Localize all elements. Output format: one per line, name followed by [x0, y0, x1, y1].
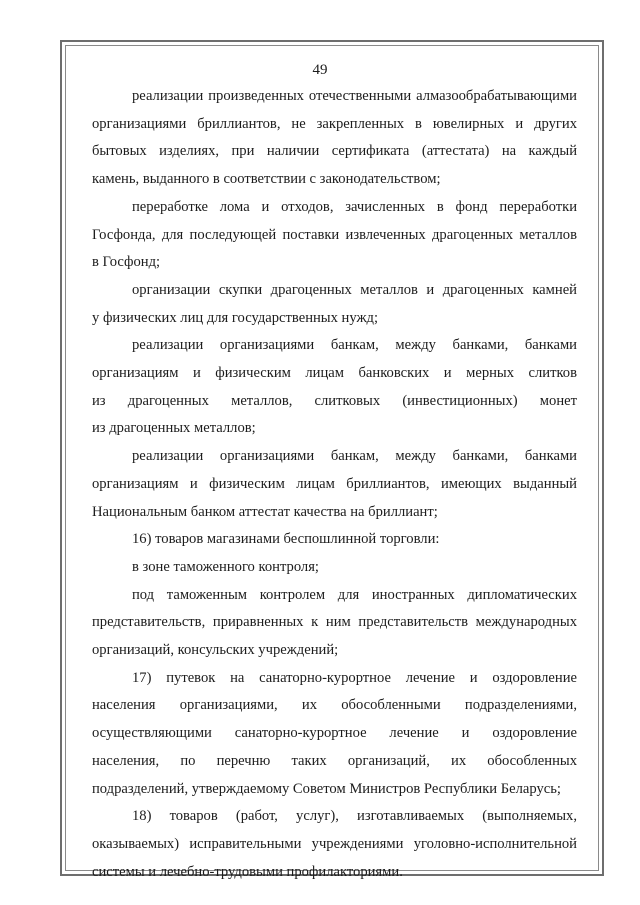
- text-line: осуществляющими санаторно-курортное лечение и оздоровление: [92, 725, 577, 742]
- text-line: 16) товаров магазинами беспошлинной торговли:: [132, 531, 440, 548]
- page-number: 49: [312, 62, 328, 78]
- text-line: организациям и физическим лицам бриллиантов, имеющих выданный: [92, 475, 577, 492]
- document-body: [92, 83, 577, 886]
- paragraph-diplomatic: [92, 582, 577, 665]
- text-line: в Госфонд;: [92, 254, 161, 271]
- text-line: 18) товаров (работ, услуг), изготавливаемых (выполняемых,: [132, 808, 577, 825]
- paragraph-bank-diamonds: [92, 443, 577, 526]
- text-line: Госфонда, для последующей поставки извлеченных драгоценных металлов: [92, 226, 577, 243]
- text-line: системы и лечебно-трудовыми профилакториями.: [92, 863, 403, 880]
- text-line: организациями бриллиантов, не закрепленных в ювелирных и других: [92, 115, 577, 132]
- text-line: оказываемых) исправительными учреждениями уголовно-исполнительной: [92, 835, 577, 852]
- paragraph-scrap-processing: [92, 194, 577, 277]
- paragraph-item-16: [92, 526, 577, 554]
- text-line: организации скупки драгоценных металлов и драгоценных камней: [132, 281, 577, 298]
- text-line: Национальным банком аттестат качества на бриллиант;: [92, 503, 438, 520]
- text-line: из драгоценных металлов, слитковых (инвестиционных) монет: [92, 392, 577, 409]
- paragraph-buying-metals: [92, 277, 577, 332]
- text-line: реализации организациями банкам, между банками, банками: [132, 337, 577, 354]
- text-line: реализации произведенных отечественными алмазообрабатывающими: [132, 88, 577, 104]
- text-line: подразделений, утверждаемому Советом Министров Республики Беларусь;: [92, 780, 561, 797]
- text-line: под таможенным контролем для иностранных дипломатических: [132, 586, 577, 603]
- text-line: населения, по перечню таких организаций, их обособленных: [92, 752, 577, 769]
- text-line: 17) путевок на санаторно-курортное лечение и оздоровление: [132, 669, 577, 686]
- text-line: из драгоценных металлов;: [92, 420, 256, 437]
- text-line: населения организациями, их обособленными подразделениями,: [92, 697, 577, 714]
- paragraph-item-17: [92, 665, 577, 804]
- text-line: в зоне таможенного контроля;: [132, 558, 319, 575]
- text-line: организаций, консульских учреждений;: [92, 642, 339, 659]
- paragraph-bank-ingots: [92, 332, 577, 443]
- text-line: камень, выданного в соответствии с законодательством;: [92, 171, 441, 188]
- text-line: бытовых изделиях, при наличии сертификата (аттестата) на каждый: [92, 143, 577, 160]
- paragraph-item-18: [92, 803, 577, 886]
- text-line: переработке лома и отходов, зачисленных в фонд переработки: [132, 198, 577, 215]
- paragraph-diamonds-sale: [92, 83, 577, 194]
- text-line: представительств, приравненных к ним представительств международных: [92, 614, 577, 631]
- text-line: у физических лиц для государственных нужд;: [92, 309, 379, 326]
- paragraph-customs-zone: [92, 554, 577, 582]
- text-line: реализации организациями банкам, между банками, банками: [132, 448, 577, 465]
- text-line: организациям и физическим лицам банковских и мерных слитков: [92, 365, 577, 382]
